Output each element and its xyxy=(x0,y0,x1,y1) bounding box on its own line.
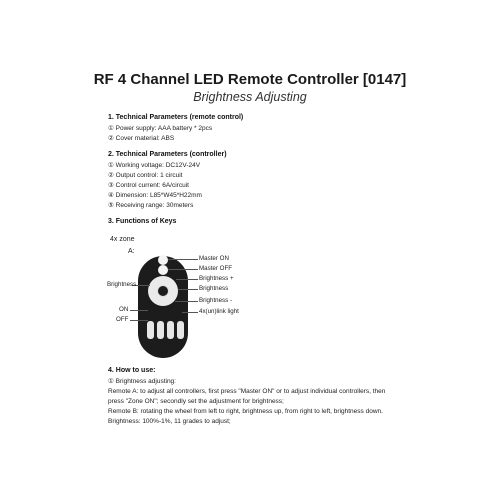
master-on-key xyxy=(158,255,168,265)
section1-line: ① Power supply: AAA battery * 2pcs xyxy=(108,125,213,132)
section1-heading: 1. Technical Parameters (remote control) xyxy=(108,114,244,121)
section2-line: ① Working voltage: DC12V-24V xyxy=(108,162,201,169)
leader-line xyxy=(130,310,148,311)
leader-line xyxy=(176,279,198,280)
brightness-plus-left-label: Brightness + xyxy=(107,281,142,288)
section2-heading: 2. Technical Parameters (controller) xyxy=(108,151,227,158)
link-light-label: 4x(un)link light xyxy=(199,308,239,315)
zone-label: 4x zone xyxy=(110,236,135,243)
page-title: RF 4 Channel LED Remote Controller [0147] xyxy=(93,71,407,88)
brightness-plus-label: Brightness + xyxy=(199,275,234,282)
leader-line xyxy=(168,269,198,270)
section4-line: Remote A: to adjust all controllers, first press "Master ON" or to adjust individual controllers, then xyxy=(108,388,386,395)
leader-line xyxy=(178,289,198,290)
section1-line: ② Cover material: ABS xyxy=(108,135,175,142)
off-label: OFF xyxy=(116,316,129,323)
zone-key xyxy=(177,321,184,339)
brightness-wheel-center xyxy=(157,285,169,297)
remote-label: A: xyxy=(128,248,135,255)
leader-line xyxy=(182,312,198,313)
leader-line xyxy=(130,320,148,321)
section4-heading: 4. How to use: xyxy=(108,367,156,374)
leader-line xyxy=(168,259,198,260)
section4-line: press "Zone ON"; secondly set the adjustment for brightness; xyxy=(108,398,284,405)
section4-line: Remote B: rotating the wheel from left to right, brightness up, from right to left, brightness down. xyxy=(108,408,383,415)
zone-key xyxy=(147,321,154,339)
zone-key xyxy=(157,321,164,339)
master-off-key xyxy=(158,265,168,275)
section4-line: ① Brightness adjusting: xyxy=(108,378,176,385)
master-on-label: Master ON xyxy=(199,255,229,262)
page-subtitle: Brightness Adjusting xyxy=(193,90,307,104)
brightness-minus-label: Brightness - xyxy=(199,297,233,304)
leader-line xyxy=(175,301,198,302)
section2-line: ④ Dimension: L85*W45*H22mm xyxy=(108,192,202,199)
section2-line: ③ Control current: 6A/circuit xyxy=(108,182,189,189)
section2-line: ② Output control: 1 circuit xyxy=(108,172,183,179)
section3-heading: 3. Functions of Keys xyxy=(108,218,177,225)
on-label: ON xyxy=(119,306,129,313)
zone-key xyxy=(167,321,174,339)
section4-line: Brightness: 100%-1%, 11 grades to adjust; xyxy=(108,418,231,425)
master-off-label: Master OFF xyxy=(199,265,233,272)
section2-line: ⑤ Receiving range: 30meters xyxy=(108,202,194,209)
brightness-label: Brightness xyxy=(199,285,229,292)
